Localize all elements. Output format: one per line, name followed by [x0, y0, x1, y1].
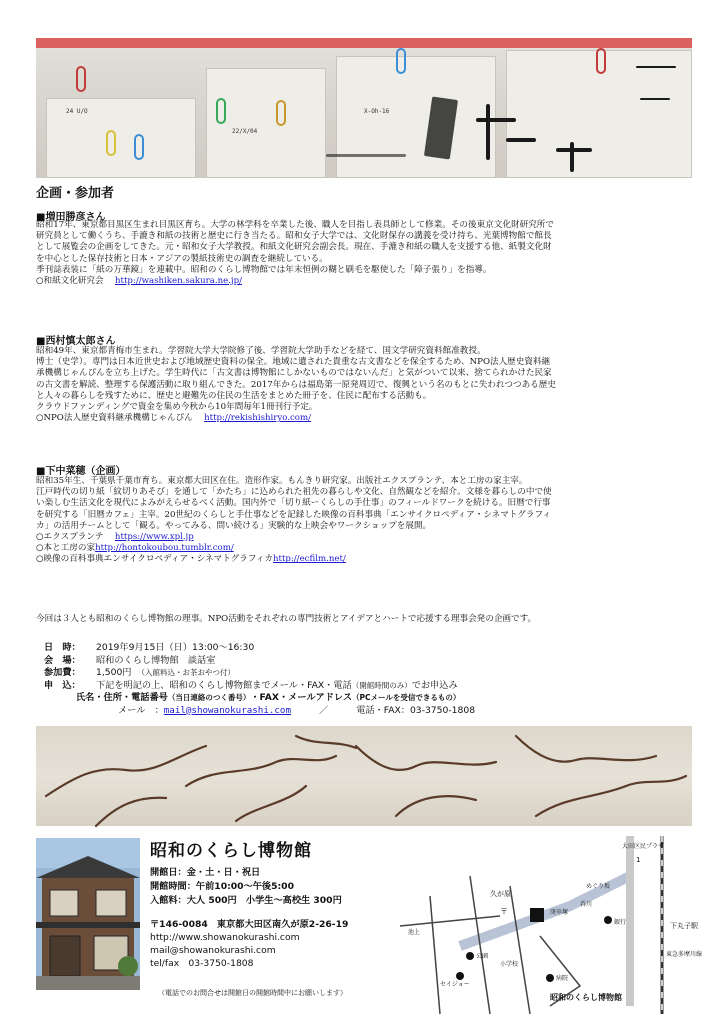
calligraphy-stroke: [326, 154, 406, 157]
gold-clip-icon: [276, 100, 286, 126]
hospital-marker: [546, 974, 554, 982]
bio-line: の古文書を解読、整理する保護活動に取り組んできた。2017年からは福島第一原発周辺で、復興という名のもとに失われつつある歴史: [36, 379, 556, 390]
red-clip-icon: [596, 48, 606, 74]
calligraphy-stroke: [640, 98, 670, 100]
rekishishiryo-link[interactable]: http://rekishishiryo.com/: [204, 413, 312, 424]
blue-clip-icon: [396, 48, 406, 74]
separator: ／: [319, 704, 329, 716]
link-label: ○本と工房の家: [36, 543, 96, 554]
store-marker: [456, 972, 464, 980]
top-photo-paper-clips: [36, 38, 692, 178]
map-meguri: めぐり坂: [586, 883, 611, 890]
map-seijo: セイジョー: [440, 981, 470, 988]
section-title: 企画・参加者: [36, 186, 115, 201]
map-museum-label: 昭和のくらし博物館: [550, 993, 622, 1002]
map-bank: 銀行: [614, 919, 627, 926]
ecfilm-link[interactable]: http://ecfilm.net/: [272, 554, 346, 565]
calligraphy-stroke: [506, 138, 536, 142]
link-label: ○和紙文化研究会: [36, 276, 104, 287]
map-route: 1: [636, 856, 641, 864]
museum-name: 昭和のくらし博物館: [150, 841, 312, 861]
bio-line: 季刊誌表装に「紙の万華鏡」を連載中。昭和のくらし博物館では年末恒例の糊と刷毛を駆使した「障子張り」を指導。: [36, 264, 492, 275]
fields-required: ・FAX・メールアドレス: [250, 692, 353, 703]
blue-clip-icon: [134, 134, 144, 160]
apply-label: 申 込：: [44, 679, 81, 691]
link-label: ○映像の百科事典エンサイクロペディア・シネマトグラフィカ: [36, 554, 273, 565]
bio-line: を研究する「旧暦カフェ」主宰。20世紀のくらしと手仕事などを記録した映像の百科事典「エンサイクロペディア・シネマトグラフィ: [36, 509, 551, 520]
paper-sheet: [336, 56, 496, 178]
open-days: 開館日：金・土・日・祝日: [150, 867, 261, 878]
person-name: ■下中菜穂（企画）: [36, 466, 126, 477]
fee-value: 1,500円: [96, 667, 132, 678]
venue-value: 昭和のくらし博物館 談話室: [96, 654, 216, 666]
map-line: 東急多摩川線: [666, 951, 703, 958]
mail-link[interactable]: mail@showanokurashi.com: [163, 704, 291, 716]
contact-note: （電話でのお問合せは開館日の開館時間中にお願いします）: [158, 989, 347, 997]
calligraphy-stroke: [636, 66, 676, 68]
paper-note: X-Oh-16: [364, 108, 390, 115]
bio-line: 江戸時代の切り紙「紋切りあそび」を通して「かたち」に込められた祖先の暮らしや文化、自然観などを紹介。文様を暮らしの中で使: [36, 487, 552, 498]
address: 〒146-0084 東京都大田区南久が原2-26-19: [150, 919, 349, 930]
bio-line: カ」の活用チームとして「観る。やってみる、問い続ける」実験的な上映会やワークショップを展開。: [36, 520, 432, 531]
calligraphy-stroke: [486, 104, 490, 160]
email-link[interactable]: mail@showanokurashi.com: [150, 945, 276, 956]
apply-hours: （開館時間のみ）: [351, 680, 412, 690]
paper-note: 22/X/04: [232, 128, 258, 135]
house-illustration: [36, 838, 140, 990]
bio-line: 昭和17年、東京都目黒区生まれ目黒区育ち。大学の林学科を卒業した後、職人を目指し表具師として修業。その後東京文化財研究所で: [36, 220, 554, 230]
fields-required: 氏名・住所・電話番号: [76, 692, 168, 703]
calligraphy-stroke: [556, 148, 592, 152]
green-clip-icon: [216, 98, 226, 124]
bio-line: クラウドファンディングで資金を集め今秋から10年間毎年1冊刊行予定。: [36, 402, 318, 413]
washiken-link[interactable]: http://washiken.sakura.ne.jp/: [114, 276, 242, 287]
fee-label: 参加費：: [44, 667, 81, 678]
map-hospital: 病院: [556, 975, 569, 982]
tel-value: 電話・FAX：03-3750-1808: [356, 704, 476, 716]
museum-marker: [530, 908, 544, 922]
person-name: ■増田勝彦さん: [36, 212, 106, 223]
open-hours: 開館時間：午前10:00〜午後5:00: [150, 881, 294, 892]
map-river: 呑川: [580, 901, 593, 908]
person-bio: [36, 346, 688, 424]
event-info: [44, 642, 704, 717]
bio-line: として展覧会の企画をしてきた。元・昭和女子大学教授。和紙文化研究会副会長。現在、手漉き和紙の職人を支援する他、紙製文化財: [36, 242, 552, 253]
venue-label: 会 場：: [44, 654, 81, 666]
calligraphy-stroke: [570, 142, 574, 172]
person-bio: [36, 476, 688, 566]
tel-fax: tel/fax 03-3750-1808: [150, 958, 254, 969]
bio-line: 昭和35年生、千葉県千葉市育ち。東京都大田区在住。造形作家。もんきり研究家。出版社エクスプランテ、本と工房の家主宰。: [36, 476, 528, 486]
bio-line: 博士（史学）。専門は日本近世史および地域歴史資料の保全。地域に遺された貴重な古文書などを保全するため、NPO法人歴史資料継: [36, 357, 551, 368]
access-map: [400, 836, 703, 1014]
map-kugahara: 久が原: [490, 890, 511, 898]
map-station: 下丸子駅: [670, 922, 698, 930]
bank-marker: [604, 916, 612, 924]
paper-note: 24 U/O: [66, 108, 88, 115]
apply-suffix: でお申込み: [411, 679, 458, 691]
calligraphy-stroke: [476, 118, 516, 122]
museum-contact: [150, 918, 348, 970]
link-label: ○エクスプランテ: [36, 532, 104, 543]
map-park: 公園: [476, 953, 489, 960]
xpl-link[interactable]: https://www.xpl.jp: [114, 532, 194, 543]
bio-line: 承機構じゃんぴんを立ち上げた。学生時代に「古文書は博物館にしかないものではないんだ」と気がついて以来、捨てられかけた民家: [36, 368, 552, 379]
map-ikegami: 池上: [408, 929, 421, 936]
museum-house-photo: [36, 838, 140, 990]
apply-value: 下記を明記の上、昭和のくらし博物館までメール・FAX・電話: [96, 679, 352, 691]
bio-line: を中心とした保存技術と日本・アジアの製紙技術史の調査を継続している。: [36, 253, 328, 264]
person-bio: [36, 220, 688, 287]
bio-line: 昭和49年、東京都青梅市生まれ。学習院大学大学院修了後、学習院大学助手などを経て、国文学研究資料館准教授。: [36, 346, 486, 356]
red-clip-icon: [76, 66, 86, 92]
map-plaza: 大田区民プラザ: [622, 843, 665, 850]
map-koshin: 庚申塚: [550, 909, 569, 916]
fields-note: （PCメールを受信できるもの）: [352, 693, 461, 702]
fee-note: （入館料込・お茶おやつ付）: [137, 668, 235, 677]
summary-text: 今回は３人とも昭和のくらし博物館の理事。NPO活動をそれぞれの専門技術とアイデアとハートで応援する理事会発の企画です。: [36, 614, 537, 624]
date-value: 2019年9月15日（日）13:00〜16:30: [96, 642, 255, 653]
date-label: 日 時：: [44, 642, 81, 653]
mail-label: メール ：: [118, 704, 164, 716]
red-tape-strip: [36, 38, 692, 48]
map-post: 〒: [500, 907, 508, 916]
crack-lines: [36, 726, 692, 826]
yellow-clip-icon: [106, 130, 116, 156]
bio-line: い楽しむ生活文化を現代によみがえらせるべく活動。国内外で「切り紙ーくらしの手仕事」のフィールドワークを続ける。旧暦で行事: [36, 498, 551, 509]
museum-info: [150, 866, 342, 908]
cracked-wall-photo: [36, 726, 692, 826]
link-label: ○NPO法人歴史資料継承機構じゃんぴん: [36, 413, 193, 424]
admission: 入館料：大人 500円 小学生〜高校生 300円: [150, 895, 342, 906]
bio-line: と人々の暮らしを残すために、歴史と避難先の住民の生活をまとめた冊子を、住民に配布する活動も。: [36, 390, 432, 401]
park-marker: [466, 952, 474, 960]
map-school: 小学校: [500, 961, 519, 968]
person-name: ■西村慎太郎さん: [36, 336, 116, 347]
website-link[interactable]: http://www.showanokurashi.com: [150, 932, 300, 943]
bio-line: 研究員として働くうち、手漉き和紙の技術と歴史に行き当たる。昭和女子大学では、文化財保存の講義を受け持ち、光葉博物館で館長: [36, 231, 552, 242]
hontokoubou-link[interactable]: http://hontokoubou.tumblr.com/: [95, 543, 234, 554]
fields-note: （当日連絡のつく番号）: [167, 693, 251, 702]
